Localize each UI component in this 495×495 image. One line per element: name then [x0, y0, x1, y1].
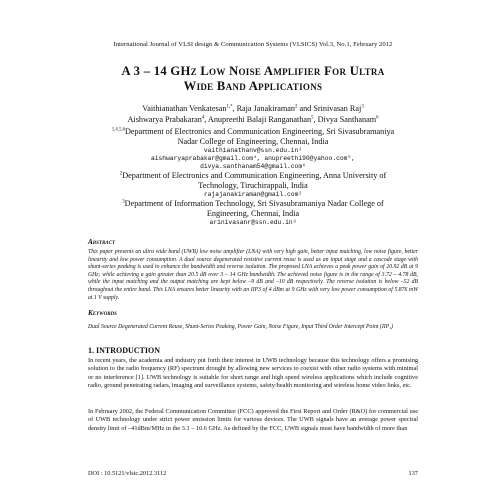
author-name: , Raja Janakiraman [232, 104, 295, 113]
author-name: and Srinivasan Raj [297, 104, 362, 113]
affiliation-3 [88, 199, 418, 227]
abstract-text: This paper presents an ultra wide band (UWB) low noise amplifier (LNA) with very high gain, better input matching, low noise figure, better linearity and low power consumption. A dual source degenerated resistive current reuse is used as an input stage and a cascode stage with shunt-series peaking is used to enhance the bandwidth and reverse isolation. The proposed LNA achieves a peak power gain of 20.92 dB at 9 GHz; while achieving a gain greater than 20.5 dB over 3 – 14 GHz bandwidth. The achieved noise figure is in the range of 3.72 – 4.78 dB, while the input matching and the output matching are kept below –9 dB and –10 dB respectively. The reverse isolation is below –52 dB throughout the entire band. This LNA ensures better linearity with an IIP3 of 4 dBm at 9 GHz with very low power consumption of 5.876 mW at 1 V supply. [88, 249, 418, 301]
title-line-1: A 3 – 14 GHz Low Noise Amplifier For Ultra [121, 64, 385, 78]
running-head: International Journal of VLSI design & Communication Systems (VLSICS) Vol.3, No.1, February 2012 [113, 41, 393, 48]
affiliation-text: $^3$Department of Information Technology, Sri Sivasubramaniya Nadar College of [122, 199, 384, 208]
affiliation-text: $^{1,4,5,6}$Department of Electronics and Communication Engineering, Sri Sivasubramaniya [111, 127, 395, 136]
email-line: aishwaryaprabakar@gmail.com⁴, anupreethi90@yahoo.com⁵, [150, 155, 356, 162]
author-name: Vaithianathan Venkatesan [142, 104, 227, 113]
affiliation-sup: 1,4,5,6 [111, 127, 125, 133]
author-sup: 3 [361, 104, 364, 110]
title-line-2: Wide Band Applications [183, 79, 323, 93]
author-sup: 6 [376, 115, 379, 121]
author-name: , Anupreethi Balaji Ranganathan [204, 115, 312, 124]
author-sup: 1,* [226, 104, 233, 110]
email-line: arinivasanr@ssn.edu.in³ [209, 219, 297, 226]
affiliation-text: Engineering, Chennai, India [206, 209, 300, 218]
affiliation-1 [88, 127, 418, 171]
author-name: , Divya Santhanam [313, 115, 377, 124]
author-sup: 4 [201, 115, 205, 121]
page-footer [88, 470, 418, 477]
author-line-2 [88, 114, 418, 125]
keywords-text: Dual Source Degenerated Current Reuse, Shunt-Series Peaking, Power Gain, Noise Figure, Input Third Order Intercept Point (IIP₃) [88, 324, 394, 330]
affiliation-2 [88, 171, 418, 199]
affiliation-sup: 3 [122, 199, 125, 205]
doi-text: DOI : 10.5121/vlsic.2012.3112 [88, 470, 167, 477]
email-line: rajajanakiraman@gmail.com² [203, 191, 303, 198]
body-paragraph: In recent years, the academia and industry put forth their interest in UWB technology because this technology offers a promising solution to the radio frequency (RF) spectrum drought by allowing new services to coexist with other radio systems with minimal or no interference [1]. UWB technology is suitable for short range and high speed wireless applications which include cognitive radio, ground penetrating radars, imaging and surveillance systems, safety/health monitoring and wireless home video links, etc. [88, 357, 418, 390]
email-line: vaithianathanv@ssn.edu.in¹ [203, 147, 303, 154]
author-line-1 [88, 103, 418, 114]
author-name: Aishwarya Prabakaran [127, 115, 202, 124]
page-number: 137 [408, 470, 418, 477]
body-paragraph: In February 2002, the Federal Communication Committee (FCC) approved the First Report and Order (R&O) for commercial use of UWB technology under strict power emission limits for various devices. The UWB signals have an average power spectral density limit of –41dBm/MHz in the 3.1 – 10.6 GHz. As defined by the FCC, UWB signals must have bandwidth of more than [88, 408, 418, 432]
affiliation-text: Technology, Tiruchirappali, India [198, 181, 308, 190]
email-line: divya.santhanam54@gmail.com⁶ [200, 163, 306, 170]
author-sup: 5 [311, 115, 314, 121]
abstract-heading: Abstract [88, 238, 116, 246]
affiliation-sup: 2 [119, 171, 123, 177]
paper-title [88, 64, 418, 94]
affiliation-text: $^2$Department of Electronics and Communication Engineering, Anna University of [119, 171, 387, 180]
affiliation-text: Nadar College of Engineering, Chennai, India [177, 137, 329, 146]
author-sup: 2 [295, 104, 298, 110]
author-list [88, 103, 418, 125]
section-heading: 1. INTRODUCTION [88, 346, 161, 355]
keywords-heading: Keywords [88, 309, 117, 317]
